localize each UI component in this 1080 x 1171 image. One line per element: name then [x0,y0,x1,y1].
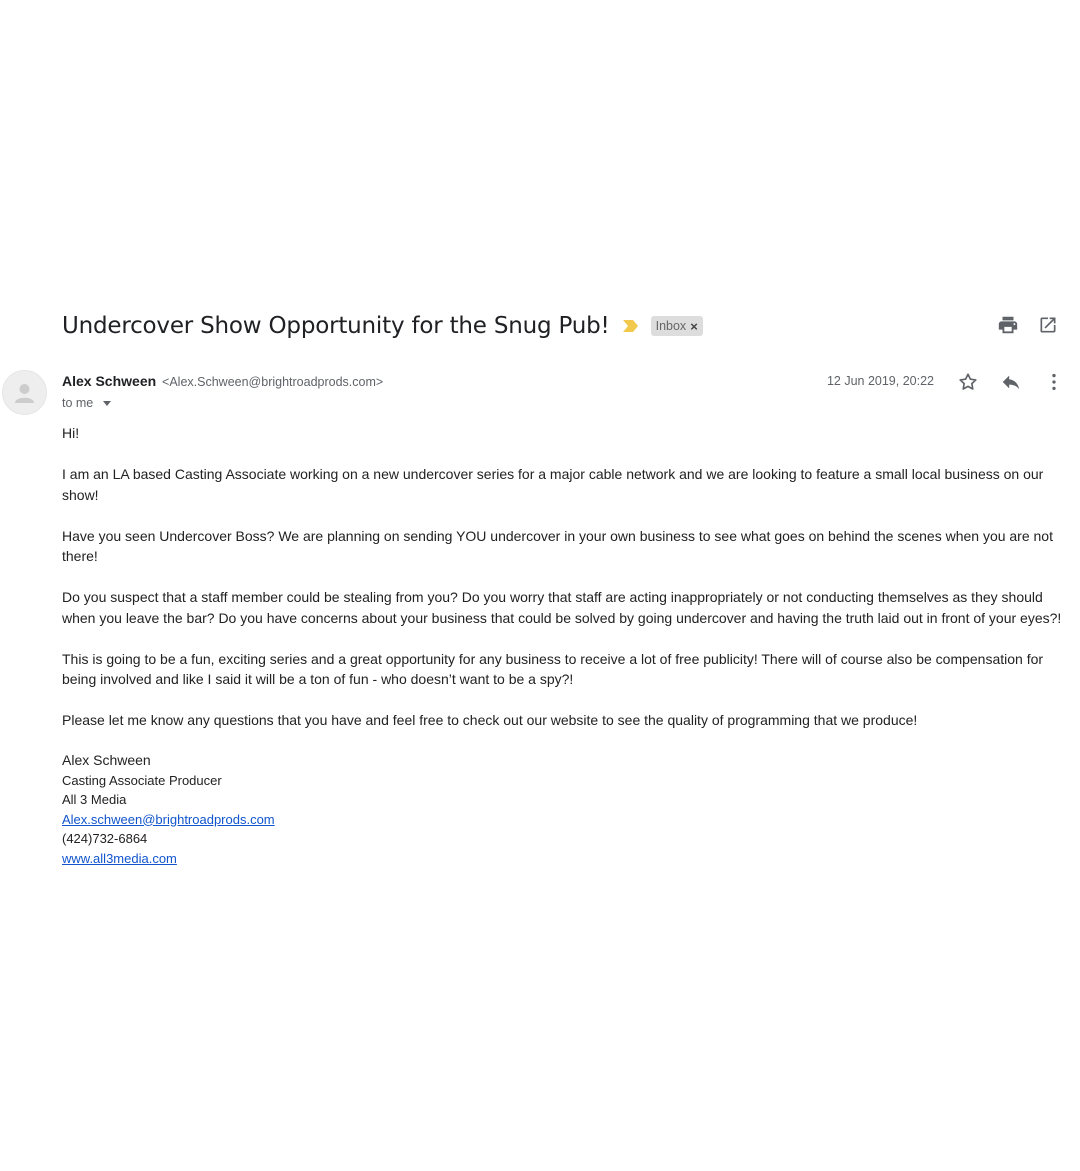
sender-avatar[interactable] [2,370,47,415]
print-icon[interactable] [996,313,1020,337]
recipient-label: to me [62,396,94,410]
caret-down-icon[interactable] [103,401,111,406]
remove-label-button[interactable]: × [690,318,698,334]
email-signature [62,751,1062,868]
more-vert-icon[interactable] [1042,370,1066,394]
body-paragraph: This is going to be a fun, exciting series and a great opportunity for any business to receive a lot of free publicity! There will of course also be compensation for being involved and like I said it will be a ton of fun - who doesn’t want to be a spy?! [62,650,1044,687]
body-paragraph: Have you seen Undercover Boss? We are planning on sending YOU undercover in your own business to see what goes on behind the scenes when you are not there! [62,527,1053,564]
email-date: 12 Jun 2019, 20:22 [826,374,934,388]
body-paragraph: I am an LA based Casting Associate working on a new undercover series for a major cable network and we are looking to feature a small local business on our show! [62,466,1044,503]
signature-website-link[interactable]: www.all3media.com [62,850,177,866]
sender-email: <Alex.Schween@brightroadprods.com> [162,375,384,389]
default-avatar-icon [3,371,46,414]
recipient-details-toggle[interactable] [62,396,111,410]
message-actions [956,370,1066,394]
body-paragraph: Do you suspect that a staff member could be stealing from you? Do you worry that staff are acting inappropriately or not conducting themselves as they should when you leave the bar? Do you have concerns about your business that could be solved by going undercover and having the truth laid out in front of your eyes?! [62,589,1062,626]
star-icon[interactable] [956,370,980,394]
signature-title: Casting Associate Producer [62,772,222,788]
reply-icon[interactable] [999,370,1023,394]
importance-marker-icon[interactable] [622,319,640,333]
subject-actions [996,313,1060,337]
signature-email-link[interactable]: Alex.schween@brightroadprods.com [62,811,275,827]
signature-phone: (424)732-6864 [62,831,148,846]
label-text: Inbox [655,319,687,333]
signature-name: Alex Schween [62,752,151,768]
sender-name[interactable]: Alex Schween [62,373,157,389]
subject-row [62,309,1060,343]
open-in-new-window-icon[interactable] [1036,313,1060,337]
email-body [62,423,1062,868]
email-subject: Undercover Show Opportunity for the Snug Pub! [62,313,610,339]
body-paragraph: Hi! [62,425,80,441]
signature-company: All 3 Media [62,792,127,807]
inbox-label-chip [651,316,703,336]
sender-line [62,373,383,389]
body-paragraph: Please let me know any questions that you have and feel free to check out our website to see the quality of programming that we produce! [62,712,918,728]
